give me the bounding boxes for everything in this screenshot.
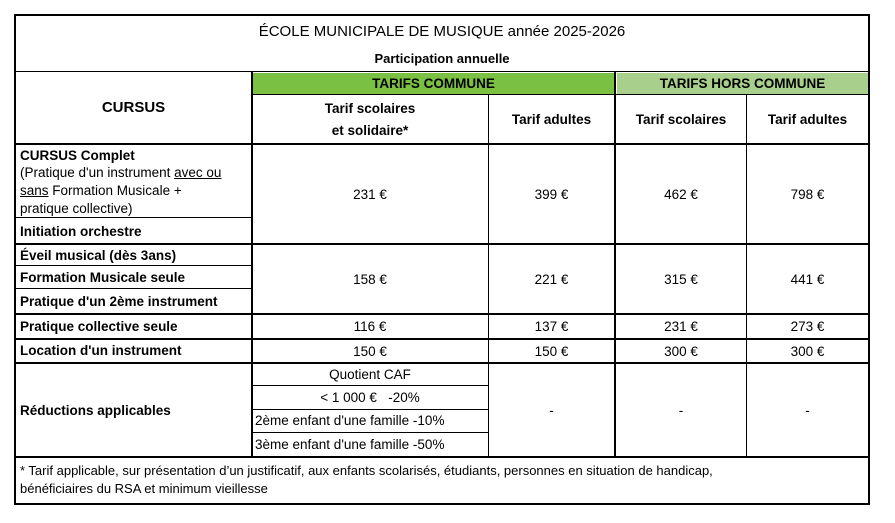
dash-cell: -: [549, 402, 554, 418]
price-cell: 116 €: [353, 319, 387, 334]
col-header-hors-scolaire: Tarif scolaires: [635, 111, 727, 127]
cursus-complet-desc-line2: [20, 182, 182, 199]
rule: [16, 265, 252, 266]
cursus-complet-desc-line1: [20, 164, 221, 181]
col-header-commune-scolaire-line1: Tarif scolaires: [324, 101, 416, 116]
page-subtitle: Participation annuelle: [374, 51, 510, 66]
col-header-hors-adulte: Tarif adultes: [767, 111, 848, 127]
price-cell: 150 €: [353, 343, 387, 359]
dash-cell: -: [678, 402, 684, 418]
rule: [252, 409, 489, 410]
price-cell: 221 €: [534, 271, 569, 287]
price-cell: 137 €: [534, 319, 569, 334]
quotient-caf-value: < 1 000 € -20%: [320, 390, 420, 405]
reductions-label: Réductions applicables: [20, 402, 171, 418]
price-cell: 231 €: [664, 319, 698, 334]
dash-cell: -: [805, 402, 810, 418]
footnote-line2: bénéficiaires du RSA et minimum vieillesse: [20, 481, 268, 496]
rule: [16, 288, 252, 289]
price-cell: 300 €: [664, 343, 698, 359]
desc-text: Formation Musicale +: [48, 183, 182, 198]
pratique-collective-label: Pratique collective seule: [20, 319, 178, 334]
desc-text: (Pratique d'un instrument: [20, 165, 175, 180]
rule: [16, 217, 252, 218]
page-title: ÉCOLE MUNICIPALE DE MUSIQUE année 2025-2026: [258, 23, 626, 40]
location-instrument-label: Location d'un instrument: [20, 343, 182, 358]
price-cell: 315 €: [664, 271, 698, 287]
price-cell: 462 €: [664, 186, 698, 202]
price-cell: 300 €: [790, 343, 825, 359]
price-cell: 273 €: [790, 319, 825, 334]
cursus-complet-title: CURSUS Complet: [20, 148, 135, 163]
rule: [16, 456, 868, 458]
cursus-complet-desc-line3: pratique collective): [20, 201, 133, 216]
formation-musicale-label: Formation Musicale seule: [20, 270, 186, 285]
pratique-2eme-instrument-label: Pratique d'un 2ème instrument: [20, 294, 218, 309]
price-cell: 798 €: [790, 186, 825, 202]
tarifs-commune-label: TARIFS COMMUNE: [372, 76, 495, 91]
price-cell: 441 €: [790, 271, 825, 287]
col-header-commune-scolaire-line2: et solidaire*: [331, 123, 409, 138]
price-cell: 150 €: [534, 343, 569, 359]
footnote-line1: * Tarif applicable, sur présentation d’un justificatif, aux enfants scolarisés, étudiants, personnes en situation de handicap,: [20, 463, 713, 478]
initiation-orchestre-label: Initiation orchestre: [20, 224, 142, 239]
price-cell: 231 €: [353, 186, 387, 202]
desc-underlined: avec ou: [174, 165, 222, 180]
price-cell: 158 €: [353, 271, 387, 287]
quotient-caf: Quotient CAF: [329, 367, 411, 382]
cursus-header: CURSUS: [101, 99, 166, 116]
price-cell: 399 €: [534, 186, 569, 202]
eveil-musical-label: Éveil musical (dès 3ans): [20, 248, 177, 263]
reduction-3eme-enfant: 3ème enfant d'une famille -50%: [255, 437, 445, 452]
rule: [252, 432, 489, 433]
reduction-2eme-enfant: 2ème enfant d'une famille -10%: [255, 413, 445, 428]
desc-underlined: sans: [20, 183, 49, 198]
col-header-commune-adulte: Tarif adultes: [511, 111, 592, 127]
tarifs-hors-commune-label: TARIFS HORS COMMUNE: [659, 76, 826, 91]
